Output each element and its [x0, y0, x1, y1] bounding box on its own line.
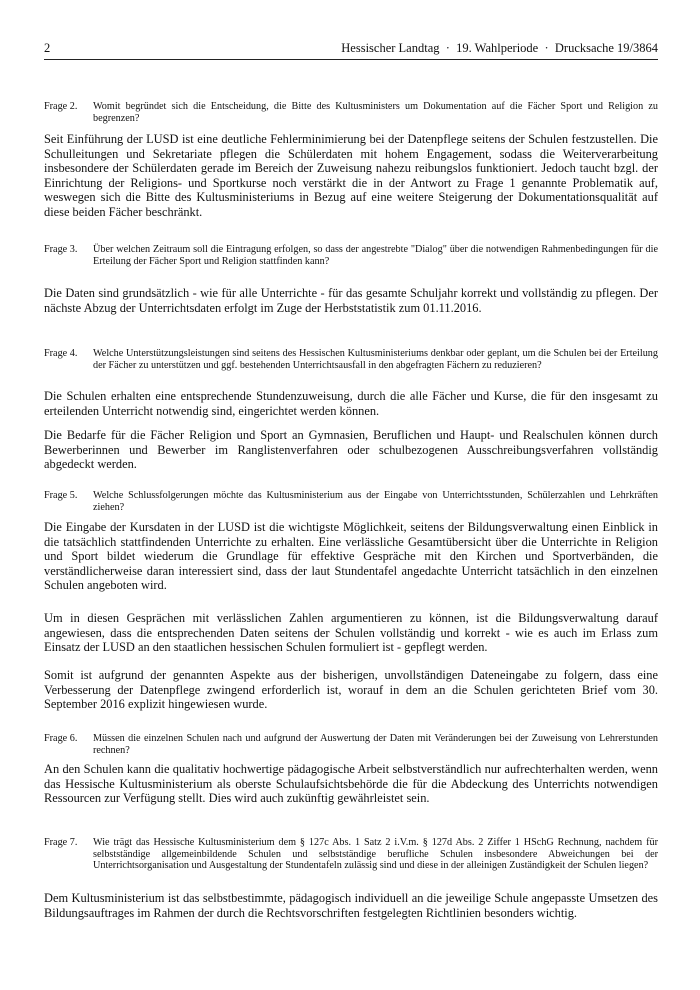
answer-paragraph: An den Schulen kann die qualitativ hochwertige pädagogische Arbeit selbstverständlich nur aufrechterhalten werden, wenn das Hessische Kultusministerium als oberste Schulaufsichtsbehörde die für die Abdeckung des Unterrichts notwendigen Ressourcen zur Verfügung stellt. Dies wird auch zukünftig gewährleistet sein.: [44, 762, 658, 806]
answer-paragraph: Die Eingabe der Kursdaten in der LUSD ist die wichtigste Möglichkeit, seitens der Bildungsverwaltung einen Einblick in die tatsächlich stattfindenden Unterrichte zu erhalten. Eine verlässliche Gesamtübersicht über die Unterrichte in Religion und Sport bildet wiederum die Grundlage für effektive Gespräche mit den Kirchen und Sportverbänden, die verständlicherweise daran interessiert sind, dass der laut Stundentafel angedachte Unterricht tatsächlich in den einzelnen Schulen angeboten wird.: [44, 520, 658, 593]
question-label: Frage 4.: [44, 348, 78, 359]
question-5: [44, 490, 658, 513]
question-text: Welche Schlussfolgerungen möchte das Kultusministerium aus der Eingabe von Unterrichtsstunden, Schülerzahlen und Lehrkräften ziehen?: [93, 490, 658, 513]
question-label: Frage 6.: [44, 733, 78, 744]
answer-paragraph: Somit ist aufgrund der genannten Aspekte aus der bisherigen, unvollständigen Dateneingabe zu folgern, dass eine Verbesserung der Datenpflege zwingend erforderlich ist, worauf in dem an die Schulen gerichteten Brief vom 30. September 2016 explizit hingewiesen wurde.: [44, 668, 658, 712]
question-label: Frage 2.: [44, 101, 78, 112]
question-text: Wie trägt das Hessische Kultusministerium dem § 127c Abs. 1 Satz 2 i.V.m. § 127d Abs. 2 Ziffer 1 HSchG Rechnung, nachdem für selbstständige allgemeinbildende Schulen und selbstständige berufliche Schulen insbesondere Abweichungen bei der Unterrichtsorganisation und Ausgestaltung der Stundentafeln zulässig sind und diese in der alleinigen Zuständigkeit der Schulen liegen?: [93, 837, 658, 872]
question-6: [44, 733, 658, 756]
question-7: [44, 837, 658, 872]
answer-paragraph: Die Schulen erhalten eine entsprechende Stundenzuweisung, durch die alle Fächer und Kurse, die für den insgesamt zu erteilenden Unterricht notwendig sind, eingerichtet werden können.: [44, 389, 658, 418]
answer-paragraph: Die Bedarfe für die Fächer Religion und Sport an Gymnasien, Beruflichen und Haupt- und Realschulen können durch Bewerberinnen und Bewerber im Ranglistenverfahren oder schulbezogenen Ausschreibungsverfahren vollständig abgedeckt werden.: [44, 428, 658, 472]
question-3: [44, 244, 658, 267]
answer-paragraph: Die Daten sind grundsätzlich - wie für alle Unterrichte - für das gesamte Schuljahr korrekt und vollständig zu pflegen. Der nächste Abzug der Unterrichtsdaten erfolgt im Zuge der Herbststatistik zum 01.11.2016.: [44, 286, 658, 315]
question-label: Frage 3.: [44, 244, 78, 255]
answer-paragraph: Dem Kultusministerium ist das selbstbestimmte, pädagogisch individuell an die jeweilige Schule angepasste Umsetzen des Bildungsauftrages im Rahmen der durch die Rechtsvorschriften festgelegten Richtlinien besonders wichtig.: [44, 891, 658, 920]
page-header: [44, 41, 658, 60]
question-text: Über welchen Zeitraum soll die Eintragung erfolgen, so dass der angestrebte "Dialog" über die notwendigen Rahmenbedingungen für die Erteilung der Fächer Sport und Religion stattfinden kann?: [93, 244, 658, 267]
question-2: [44, 101, 658, 124]
answer-paragraph: Um in diesen Gesprächen mit verlässlichen Zahlen argumentieren zu können, ist die Bildungsverwaltung darauf angewiesen, dass die entsprechenden Daten seitens der Schulen vollständig und korrekt - wie es auch im Erlass zum Einsatz der LUSD an den staatlichen hessischen Schulen formuliert ist - gepflegt werden.: [44, 611, 658, 655]
answer-paragraph: Seit Einführung der LUSD ist eine deutliche Fehlerminimierung bei der Datenpflege seitens der Schulen festzustellen. Die Schulleitungen und Sekretariate pflegen die Schülerdaten mit hohem Engagement, sodass die Weiterverarbeitung insbesondere der Schülerdaten gerade im Bereich der Zuweisung nahezu reibungslos funktioniert. Jedoch taucht bzgl. der Einrichtung der Religions- und Sportkurse noch verstärkt die in der Antwort zu Frage 1 genannte Problematik auf, weswegen sich die Bitte des Kultusministeriums in Bezug auf eine weitere Steigerung der Dokumentationsqualität auf diese beiden Fächer beschränkt.: [44, 132, 658, 219]
question-label: Frage 7.: [44, 837, 78, 848]
question-text: Welche Unterstützungsleistungen sind seitens des Hessischen Kultusministeriums denkbar oder geplant, um die Schulen bei der Erteilung der Fächer zu unterstützen und ggf. bestehenden Unterrichtsausfall in den abgefragten Fächern zu reduzieren?: [93, 348, 658, 371]
question-4: [44, 348, 658, 371]
question-text: Womit begründet sich die Entscheidung, die Bitte des Kultusministers um Dokumentation auf die Fächer Sport und Religion zu begrenzen?: [93, 101, 658, 124]
running-title: Hessischer Landtag · 19. Wahlperiode · Drucksache 19/3864: [341, 41, 658, 55]
question-label: Frage 5.: [44, 490, 78, 501]
page-number: 2: [44, 41, 51, 55]
question-text: Müssen die einzelnen Schulen nach und aufgrund der Auswertung der Daten mit Veränderungen bei der Zuweisung von Lehrerstunden rechnen?: [93, 733, 658, 756]
